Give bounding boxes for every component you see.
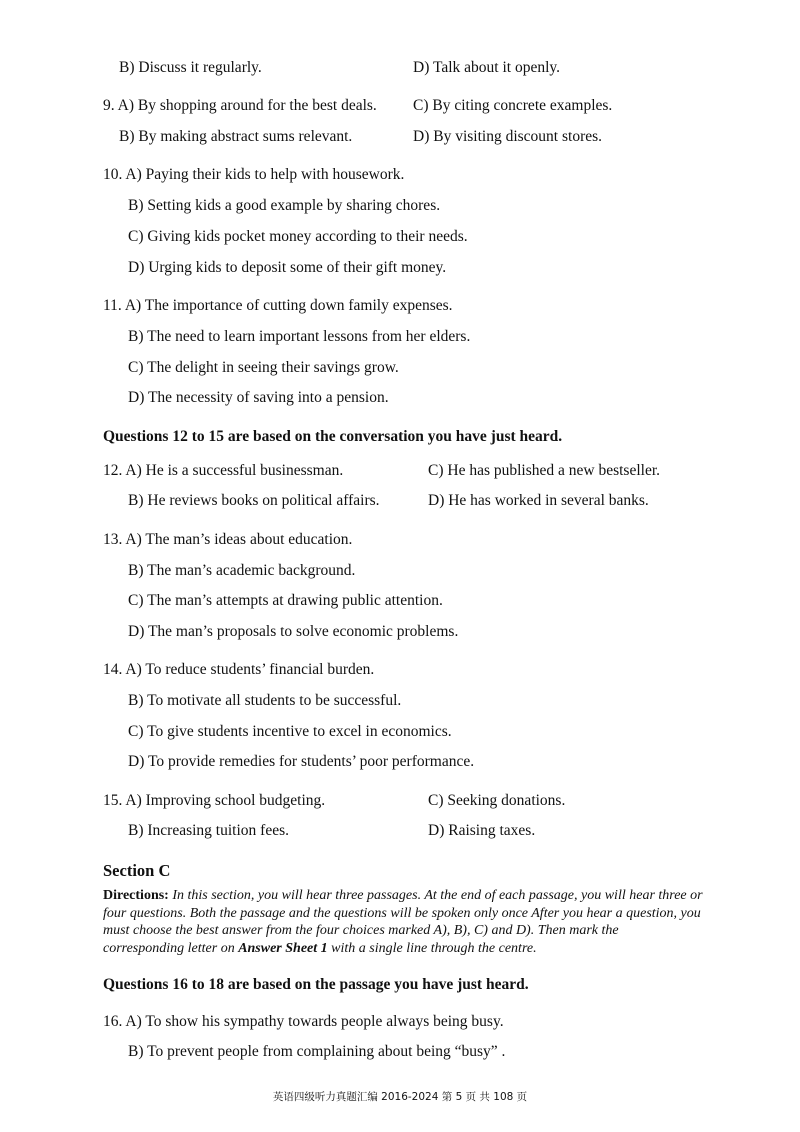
heading-questions-16-18: Questions 16 to 18 are based on the passage you have just heard. [103, 976, 529, 993]
option-10b: B) Setting kids a good example by sharing chores. [128, 197, 441, 214]
option-14d: D) To provide remedies for students’ poor performance. [128, 753, 475, 770]
option-15c: C) Seeking donations. [428, 792, 566, 809]
directions-label: Directions: [103, 888, 169, 903]
option-9c: C) By citing concrete examples. [413, 97, 613, 114]
option-15a: 15. A) Improving school budgeting. [103, 792, 326, 809]
option-12d: D) He has worked in several banks. [428, 492, 649, 509]
option-13b: B) The man’s academic background. [128, 562, 356, 579]
answer-sheet-label: Answer Sheet 1 [238, 940, 328, 956]
option-9a: 9. A) By shopping around for the best deals. [103, 97, 377, 114]
directions-text-1: In this section, you will hear three passages. At the end of each passage, you will hear three or four questions. Both the passage and the questions will be spoken only once After you hear a question, you must choose the best answer from the four choices marked A), B), C) and D). Then mark the corresponding letter on [103, 888, 703, 956]
option-15b: B) Increasing tuition fees. [128, 822, 289, 839]
option-8d: D) Talk about it openly. [413, 59, 561, 76]
option-14a: 14. A) To reduce students’ financial burden. [103, 661, 375, 678]
option-9d: D) By visiting discount stores. [413, 128, 603, 145]
page-footer: 英语四级听力真题汇编 2016-2024 第 5 页 共 108 页 [272, 1091, 528, 1103]
option-11b: B) The need to learn important lessons from her elders. [128, 328, 471, 345]
option-14c: C) To give students incentive to excel in economics. [128, 723, 452, 740]
option-11c: C) The delight in seeing their savings grow. [128, 359, 399, 376]
option-12c: C) He has published a new bestseller. [428, 462, 661, 479]
option-11a: 11. A) The importance of cutting down family expenses. [103, 297, 453, 314]
section-c-title: Section C [103, 861, 171, 880]
option-8b: B) Discuss it regularly. [119, 59, 262, 76]
option-12a: 12. A) He is a successful businessman. [103, 462, 344, 479]
section-c-directions [103, 887, 703, 957]
option-10a: 10. A) Paying their kids to help with housework. [103, 166, 405, 183]
option-16b: B) To prevent people from complaining about being “busy” . [128, 1043, 506, 1060]
option-15d: D) Raising taxes. [428, 822, 536, 839]
option-13c: C) The man’s attempts at drawing public attention. [128, 592, 443, 609]
option-14b: B) To motivate all students to be successful. [128, 692, 402, 709]
option-16a: 16. A) To show his sympathy towards people always being busy. [103, 1013, 504, 1030]
option-11d: D) The necessity of saving into a pension. [128, 389, 389, 406]
directions-text-2: with a single line through the centre. [331, 940, 537, 956]
option-13d: D) The man’s proposals to solve economic problems. [128, 623, 459, 640]
heading-questions-12-15: Questions 12 to 15 are based on the conversation you have just heard. [103, 428, 563, 445]
option-9b: B) By making abstract sums relevant. [119, 128, 353, 145]
option-13a: 13. A) The man’s ideas about education. [103, 531, 353, 548]
option-12b: B) He reviews books on political affairs. [128, 492, 380, 509]
option-10c: C) Giving kids pocket money according to their needs. [128, 228, 468, 245]
option-10d: D) Urging kids to deposit some of their gift money. [128, 259, 447, 276]
